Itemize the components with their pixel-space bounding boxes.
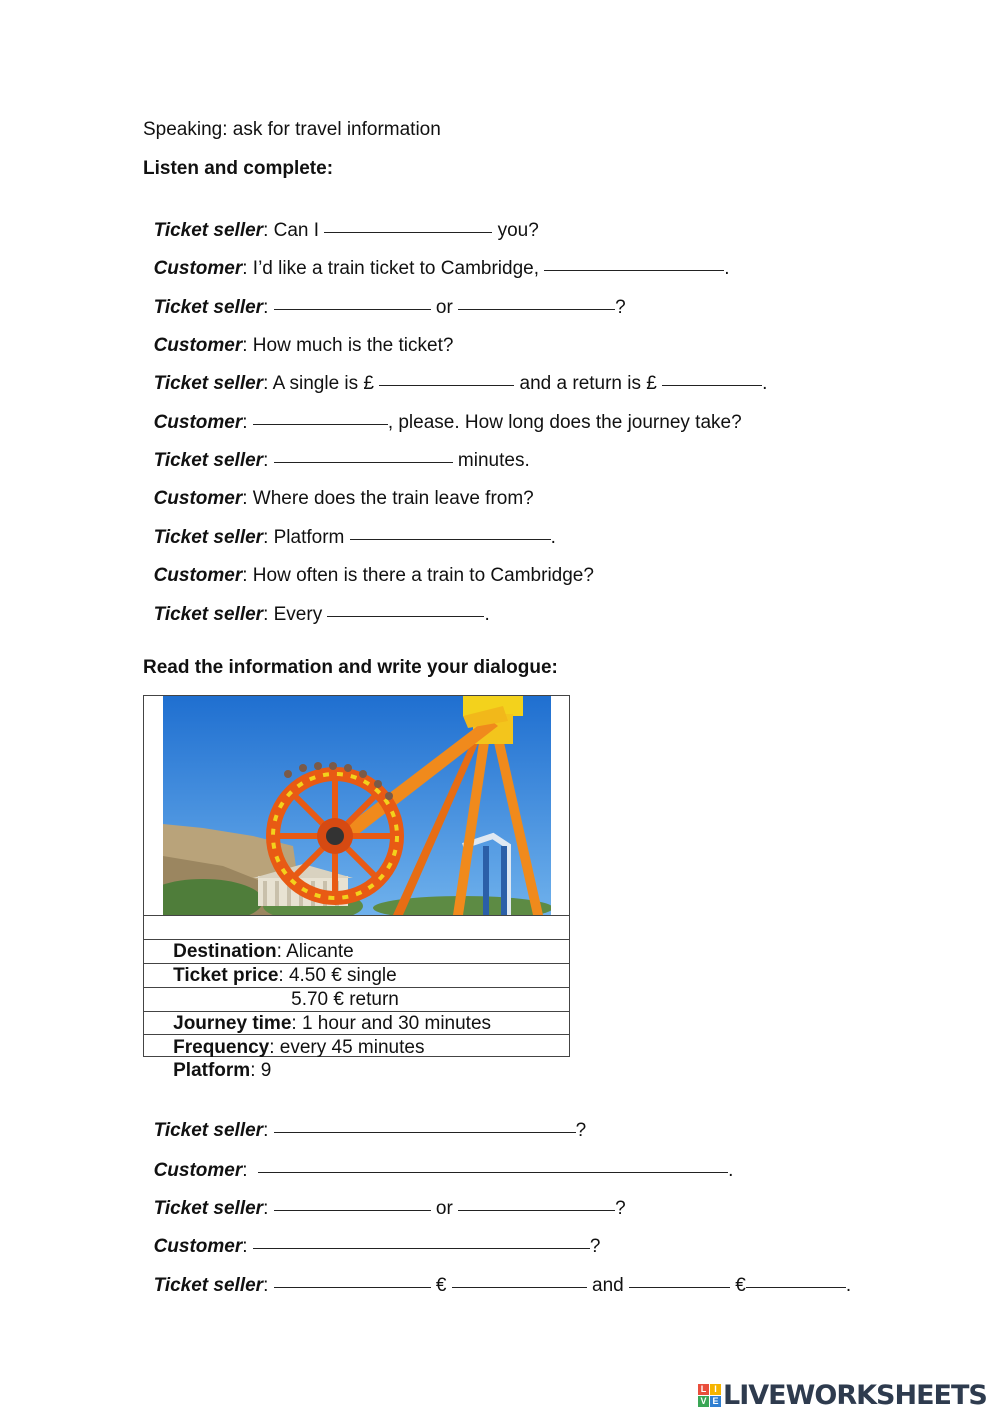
info-value: 5.70 € return [291,989,399,1010]
dialogue-text: . [845,1275,852,1296]
dialogue-text: : [263,297,274,318]
dialogue1-line-11 [143,579,490,627]
info-label: Platform [173,1060,251,1081]
section-heading-listen: Listen and complete: [143,158,334,179]
speaker-label: Customer [153,1160,243,1181]
dialogue-text: : How much is the ticket? [242,335,454,356]
dialogue-text: : Can I [263,220,325,241]
worksheet-intro: Speaking: ask for travel information [143,119,441,140]
dialogue-text: you? [492,220,539,241]
info-value: : 4.50 € single [278,965,397,986]
speaker-label: Customer [153,258,243,279]
dialogue-text: ? [615,1198,626,1219]
info-row-journey-time [144,987,569,1034]
travel-info-box [143,695,570,1081]
speaker-label: Ticket seller [153,604,264,625]
speaker-label: Ticket seller [153,1198,264,1219]
dialogue-text: or [430,297,459,318]
dialogue-text: . [484,604,490,625]
logo-mark-icon: L I V E [698,1384,721,1407]
dialogue-text: , please. How long does the journey take? [387,412,742,433]
dialogue-text: : [263,1120,274,1141]
dialogue-text: . [724,258,730,279]
info-row-destination [144,915,569,962]
speaker-label: Ticket seller [153,373,264,394]
dialogue-text: : [263,1198,274,1219]
dialogue-text: ? [615,297,626,318]
dialogue-text: : [242,1160,259,1181]
dialogue-text: : A single is £ [263,373,380,394]
dialogue-text: minutes. [452,450,530,471]
dialogue-text: : Where does the train leave from? [242,488,534,509]
info-row-frequency [144,1011,569,1058]
dialogue-text: ? [589,1236,601,1257]
speaker-label: Customer [153,1236,243,1257]
speaker-label: Ticket seller [153,220,264,241]
info-label: Journey time [173,1013,292,1034]
dialogue-text: and a return is £ [514,373,663,394]
info-label: Ticket price [173,965,279,986]
speaker-label: Customer [153,335,243,356]
dialogue-text: : [242,412,253,433]
dialogue-text: . [762,373,768,394]
dialogue-text: : [263,450,274,471]
dialogue-text: ? [575,1120,587,1141]
dialogue-text: : I’d like a train ticket to Cambridge, [242,258,545,279]
info-value: : every 45 minutes [269,1037,425,1058]
dialogue-text: : How often is there a train to Cambridge? [242,565,594,586]
speaker-label: Ticket seller [153,1275,264,1296]
speaker-label: Customer [153,412,243,433]
dialogue-text: . [728,1160,734,1181]
info-label: Frequency [173,1037,270,1058]
dialogue-text: : [242,1236,253,1257]
dialogue2-line-5 [143,1250,851,1298]
liveworksheets-logo[interactable] [698,1378,987,1412]
dialogue-text: € [430,1275,452,1296]
dialogue-text: and [586,1275,630,1296]
amusement-ride-photo [163,696,551,915]
info-row-return-price [144,963,569,1010]
speaker-label: Ticket seller [153,450,264,471]
dialogue-text: € [730,1275,746,1296]
logo-text: LIVEWORKSHEETS [723,1379,987,1411]
speaker-label: Ticket seller [153,1120,264,1141]
speaker-label: Customer [153,565,243,586]
info-value: : Alicante [276,941,354,962]
speaker-label: Customer [153,488,243,509]
info-label: Destination [173,941,277,962]
info-row-platform [144,1034,569,1081]
section-heading-read: Read the information and write your dialogue: [143,657,558,678]
info-value: : 1 hour and 30 minutes [291,1013,492,1034]
info-value: : 9 [250,1060,272,1081]
dialogue-text: : Platform [263,527,350,548]
dialogue-text: or [430,1198,459,1219]
info-row-ticket-price [144,939,569,986]
dialogue-text: : [263,1275,274,1296]
dialogue-text: : Every [263,604,328,625]
speaker-label: Ticket seller [153,297,264,318]
dialogue-text: . [550,527,556,548]
speaker-label: Ticket seller [153,527,264,548]
